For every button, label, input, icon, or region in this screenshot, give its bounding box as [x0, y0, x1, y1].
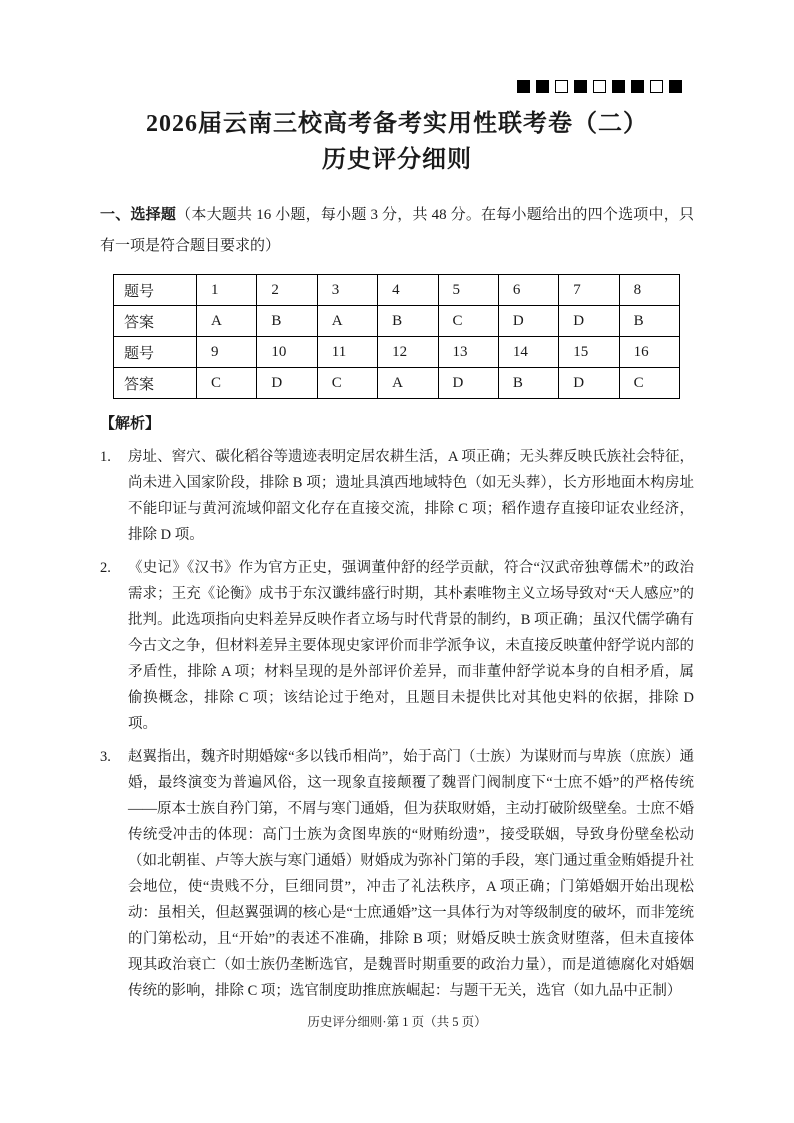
empty-square-mark	[555, 80, 568, 93]
section-label: 一、选择题	[100, 207, 177, 223]
row-label: 题号	[114, 275, 197, 306]
table-cell: A	[378, 368, 438, 399]
table-cell: 16	[619, 337, 679, 368]
document-title	[0, 106, 794, 178]
table-cell: B	[498, 368, 558, 399]
table-cell: 13	[438, 337, 498, 368]
table-cell: 4	[378, 275, 438, 306]
answer-table	[113, 274, 680, 399]
table-cell: C	[317, 368, 377, 399]
table-cell: C	[438, 306, 498, 337]
registration-marks	[517, 80, 682, 93]
analysis-heading: 【解析】	[100, 416, 161, 432]
empty-square-mark	[593, 80, 606, 93]
filled-square-mark	[517, 80, 530, 93]
item-number: 2.	[100, 560, 111, 576]
page-footer: 历史评分细则·第 1 页（共 5 页）	[307, 1015, 487, 1029]
table-cell: 12	[378, 337, 438, 368]
table-cell: 11	[317, 337, 377, 368]
table-cell: D	[498, 306, 558, 337]
filled-square-mark	[669, 80, 682, 93]
item-text: 赵翼指出，魏齐时期婚嫁“多以钱币相尚”，始于高门（士族）为谋财而与卑族（庶族）通婚，最终演变为普遍风俗，这一现象直接颠覆了魏晋门阀制度下“士庶不婚”的严格传统——原本士族自矜门第，不屑与寒门通婚，但为获取财婚，主动打破阶级壁垒。士庶不婚传统受冲击的体现：高门士族为贪图卑族的“财贿纷遗”，接受联姻，导致身份壁垒松动（如北朝崔、卢等大族与寒门通婚）财婚成为弥补门第的手段，寒门通过重金贿婚提升社会地位，使“贵贱不分，巨细同贯”，冲击了礼法秩序，A 项正确；门第婚姻开始出现松动：虽相关，但赵翼强调的核心是“士庶通婚”这一具体行为对等级制度的破坏，而非笼统的门第松动，且“开始”的表述不准确，排除 B 项；财婚反映士族贪财堕落，但未直接体现其政治衰亡（如士族仍垄断选官，是魏晋时期重要的政治力量），而是道德腐化对婚姻传统的影响，排除 C 项；选官制度助推庶族崛起：与题干无关，选官（如九品中正制）	[128, 749, 694, 999]
row-label: 答案	[114, 306, 197, 337]
table-cell: 3	[317, 275, 377, 306]
row-label: 题号	[114, 337, 197, 368]
empty-square-mark	[650, 80, 663, 93]
table-cell: 6	[498, 275, 558, 306]
table-cell: 10	[257, 337, 317, 368]
item-number: 1.	[100, 449, 111, 465]
table-cell: C	[619, 368, 679, 399]
table-row-question-numbers-1	[114, 275, 680, 306]
section-heading	[100, 200, 694, 262]
table-cell: D	[257, 368, 317, 399]
table-cell: D	[438, 368, 498, 399]
table-row-answers-1	[114, 306, 680, 337]
table-cell: D	[559, 306, 619, 337]
item-text: 《史记》《汉书》作为官方正史，强调董仲舒的经学贡献，符合“汉武帝独尊儒术”的政治需求；王充《论衡》成书于东汉谶纬盛行时期，其朴素唯物主义立场导致对“天人感应”的批判。此选项指向史料差异反映作者立场与时代背景的制约，B 项正确；虽汉代儒学确有今古文之争，但材料差异主要体现史家评价而非学派争议，未直接反映董仲舒学说内部的矛盾性，排除 A 项；材料呈现的是外部评价差异，而非董仲舒学说本身的自相矛盾，属偷换概念，排除 C 项；该结论过于绝对，且题目未提供比对其他史料的依据，排除 D 项。	[128, 560, 694, 732]
table-cell: 7	[559, 275, 619, 306]
table-row-answers-2	[114, 368, 680, 399]
table-cell: C	[197, 368, 257, 399]
analysis-item-2	[100, 555, 694, 737]
title-line-1: 2026届云南三校高考备考实用性联考卷（二）	[146, 111, 648, 137]
analysis-item-3	[100, 744, 694, 1004]
analysis-item-1	[100, 444, 694, 548]
row-label: 答案	[114, 368, 197, 399]
item-number: 3.	[100, 749, 111, 765]
table-cell: 5	[438, 275, 498, 306]
section-description: （本大题共 16 小题，每小题 3 分，共 48 分。在每小题给出的四个选项中，只有一项是符合题目要求的）	[100, 207, 694, 254]
table-cell: B	[619, 306, 679, 337]
table-cell: 14	[498, 337, 558, 368]
item-text: 房址、窖穴、碳化稻谷等遗迹表明定居农耕生活，A 项正确；无头葬反映氏族社会特征，尚未进入国家阶段，排除 B 项；遗址具滇西地域特色（如无头葬），长方形地面木构房址不能印证与黄河流域仰韶文化存在直接交流，排除 C 项；稻作遗存直接印证农业经济，排除 D 项。	[128, 449, 694, 543]
table-cell: 2	[257, 275, 317, 306]
table-row-question-numbers-2	[114, 337, 680, 368]
table-cell: A	[197, 306, 257, 337]
filled-square-mark	[574, 80, 587, 93]
table-cell: 15	[559, 337, 619, 368]
table-cell: B	[257, 306, 317, 337]
table-cell: 9	[197, 337, 257, 368]
filled-square-mark	[612, 80, 625, 93]
table-cell: B	[378, 306, 438, 337]
table-cell: A	[317, 306, 377, 337]
filled-square-mark	[536, 80, 549, 93]
title-line-2: 历史评分细则	[322, 147, 472, 173]
filled-square-mark	[631, 80, 644, 93]
table-cell: 1	[197, 275, 257, 306]
table-cell: 8	[619, 275, 679, 306]
table-cell: D	[559, 368, 619, 399]
